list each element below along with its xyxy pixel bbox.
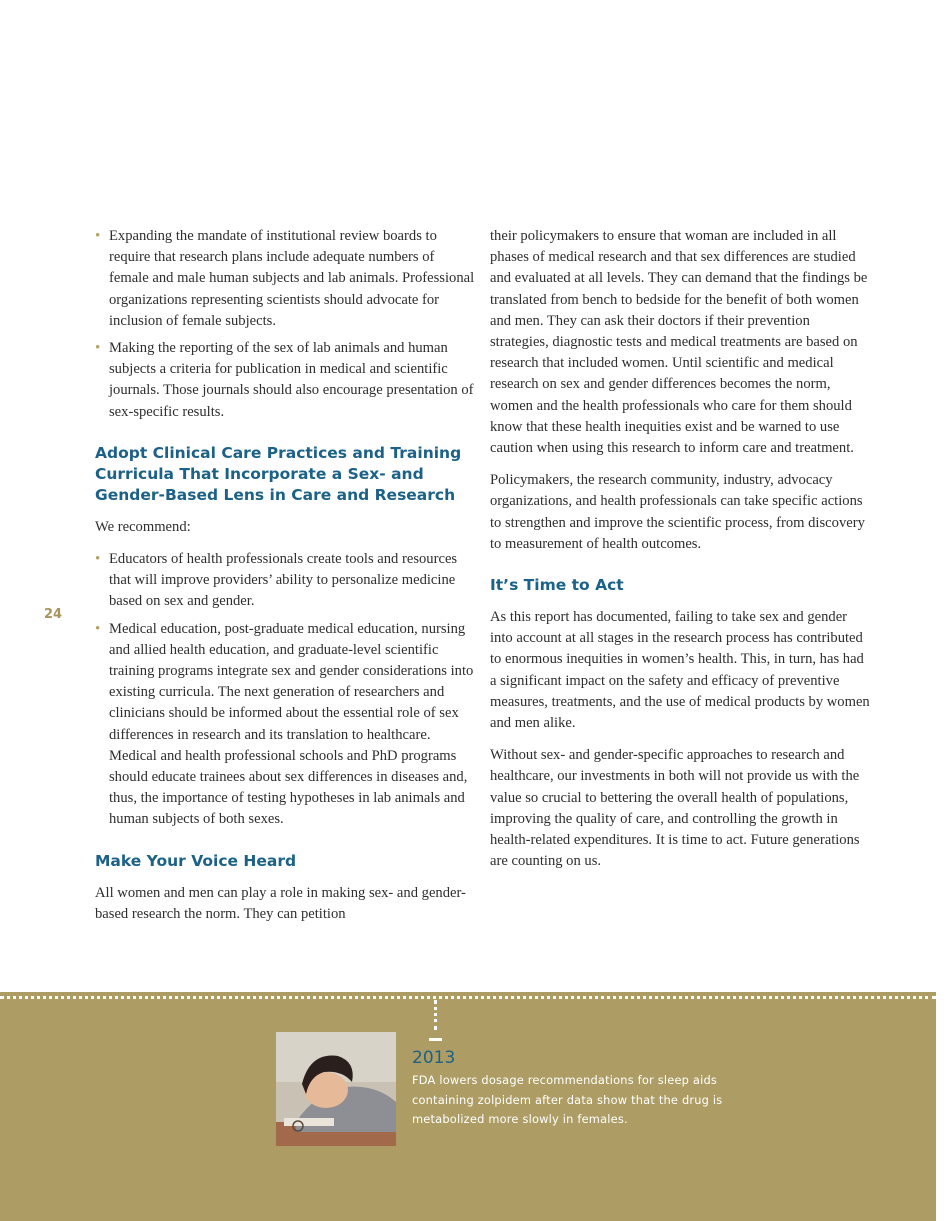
timeline-band	[0, 992, 936, 1221]
bullet-icon: •	[95, 340, 101, 357]
left-column	[95, 226, 475, 936]
right-column	[490, 226, 872, 883]
section-heading-time-to-act: It’s Time to Act	[490, 576, 624, 595]
act-paragraph-1: As this report has documented, failing to take sex and gender into account at all stages in the research process has contributed to enormous inequities in women’s health. This, in turn, has had a significant impact on the safety and efficacy of preventive measures, treatments, and the use of medical products by women and men alike.	[490, 609, 870, 732]
timeline-event-text: FDA lowers dosage recommendations for sleep aids containing zolpidem after data show that the drug is metabolized more slowly in females.	[412, 1073, 723, 1126]
list-item: • Educators of health professionals create tools and resources that will improve providers’ ability to personalize medicine based on sex and gender.	[95, 551, 458, 610]
bullet-icon: •	[95, 551, 101, 568]
timeline-connector	[434, 1000, 437, 1030]
policymakers-paragraph: Policymakers, the research community, industry, advocacy organizations, and health professionals can take specific actions to strengthen and improve the scientific process, from discovery to measurement of health outcomes.	[490, 472, 865, 552]
sleeping-woman-photo	[276, 1032, 396, 1146]
recommend-lead: We recommend:	[95, 518, 191, 535]
list-item: • Medical education, post-graduate medical education, nursing and allied health education, and graduate-level scientific training programs integrate sex and gender considerations into existing curricula. The next generation of researchers and clinicians should be informed about the essential role of sex differences in research and its translation to healthcare. Medical and health professional schools and PhD programs should educate trainees about sex differences in diseases and, thus, the importance of testing hypotheses in lab animals and human subjects of both sexes.	[95, 620, 474, 828]
bullet-icon: •	[95, 228, 101, 244]
page-number: 24	[44, 607, 63, 622]
bullet-icon: •	[95, 620, 101, 637]
timeline-year: 2013	[412, 1048, 456, 1068]
section-heading-clinical-care: Adopt Clinical Care Practices and Training Curricula That Incorporate a Sex- and Gender-Based Lens in Care and Research	[95, 443, 462, 504]
section-heading-voice: Make Your Voice Heard	[95, 851, 297, 870]
petition-continued-paragraph: their policymakers to ensure that woman are included in all phases of medical research and that sex differences are studied and evaluated at all levels. They can demand that the findings be translated from bench to bedside for the benefit of both women and men. They can ask their doctors if their prevention strategies, diagnostic tests and medical treatments are based on research that included women. Until scientific and medical research on sex and gender differences becomes the norm, women and the health professionals who care for them should know that these health inequities exist and be warned to use caution when using this research to inform care and treatment.	[490, 228, 868, 457]
timeline-dotted-line	[0, 996, 936, 999]
voice-paragraph: All women and men can play a role in making sex- and gender-based research the norm. They can petition	[95, 884, 466, 922]
list-item: • Making the reporting of the sex of lab animals and human subjects a criteria for publication in medical and scientific journals. Those journals should also encourage presentation of sex-specific results.	[95, 340, 474, 420]
timeline-marker	[429, 1038, 442, 1041]
clinical-bullet-list	[95, 549, 475, 831]
list-item: • Expanding the mandate of institutional review boards to require that research plans include adequate numbers of female and male human subjects and lab animals. Professional organizations representing scientists should advocate for inclusion of female subjects.	[95, 228, 475, 329]
act-paragraph-2: Without sex- and gender-specific approaches to research and healthcare, our investments in both will not provide us with the value so crucial to bettering the overall health of populations, improving the quality of care, and controlling the growth in health-related expenditures. It is time to act. Future generations are counting on us.	[490, 747, 860, 870]
intro-bullet-list	[95, 226, 475, 423]
